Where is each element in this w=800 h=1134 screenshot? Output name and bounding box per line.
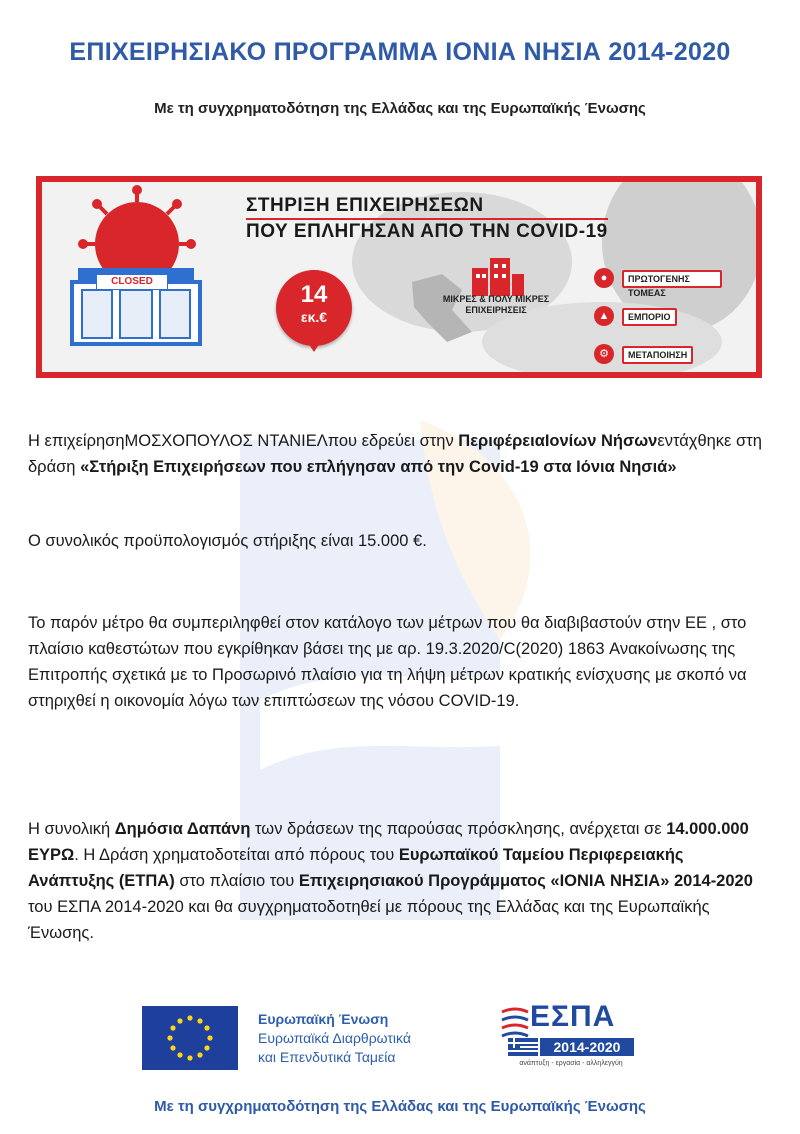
espa-stripes-icon (500, 1006, 530, 1040)
espa-wordmark: ΕΣΠΑ (530, 1000, 616, 1033)
sector-label: ΕΜΠΟΡΙΟ (622, 308, 677, 326)
eu-funds-logo (142, 1006, 452, 1070)
page-title: ΕΠΙΧΕΙΡΗΣΙΑΚΟ ΠΡΟΓΡΑΜΜΑ ΙΟΝΙΑ ΝΗΣΙΑ 2014-2020 (69, 38, 731, 66)
badge-pointer (306, 340, 322, 352)
eu-line3: και Επενδυτικά Ταμεία (258, 1049, 396, 1065)
bottle-icon: ● (594, 268, 614, 288)
banner-heading-line2: ΠΟΥ ΕΠΛΗΓΗΣΑΝ ΑΠΟ ΤΗΝ COVID-19 (246, 221, 608, 242)
text-run: Η επιχείρησηΜΟΣΧΟΠΟΥΛΟΣ ΝΤΑΝΙΕΛπου εδρεύει στην (28, 432, 459, 450)
closed-sign: CLOSED (96, 274, 168, 290)
espa-tagline: ανάπτυξη - εργασία - αλληλεγγύη (519, 1060, 623, 1067)
eu-line1: Ευρωπαϊκή Ένωση (258, 1011, 389, 1027)
region-name: ΠεριφέρειαΙονίων Νήσων (458, 432, 658, 450)
gears-icon: ⚙ (594, 344, 614, 364)
budget-badge (276, 270, 352, 346)
text-run: των δράσεων της παρούσας πρόσκλησης, ανέρχεται σε (250, 820, 667, 838)
footer-cofinancing-subtitle: Με τη συγχρηματοδότηση της Ελλάδας και της Ευρωπαϊκής Ένωσης (154, 1098, 646, 1115)
espa-years: 2014-2020 (540, 1038, 634, 1056)
text-run: εντάχθηκε στη δράση (28, 432, 762, 476)
text-run: στο πλαίσιο του (174, 872, 299, 890)
sector-label: ΠΡΩΤΟΓΕΝΗΣ ΤΟΜΕΑΣ (622, 270, 722, 288)
espa-logo (500, 1000, 634, 1074)
eu-funds-text (258, 1010, 411, 1067)
greek-flag-icon (508, 1038, 538, 1056)
sector-commerce (594, 306, 722, 326)
small-business-label: ΜΙΚΡΕΣ & ΠΟΛΥ ΜΙΚΡΕΣ ΕΠΙΧΕΙΡΗΣΕΙΣ (442, 294, 550, 315)
sector-label: ΜΕΤΑΠΟΙΗΣΗ (622, 346, 693, 364)
text-run: Η συνολική (28, 820, 115, 838)
paragraph-state-aid: Το παρόν μέτρο θα συμπεριληφθεί στον κατάλογο των μέτρων που θα διαβιβαστούν στην ΕΕ , στο πλαίσιο καθεστώτων που εγκρίθηκαν βάσει της με αρ. 19.3.2020/C(2020) 1863 Ανακοίνωσης της Επιτροπής σχετικά με το Προσωρινό πλαίσιο για τη λήψη μέτρων κρατικής ενίσχυσης με σκοπό να στηριχθεί η οικονομία λόγω των επιπτώσεων της νόσου COVID-19. (28, 614, 747, 710)
total-amount: 14.000.000 ΕΥΡΩ (28, 820, 749, 864)
public-expenditure-term: Δημόσια Δαπάνη (114, 820, 251, 838)
paragraph-business-inclusion (28, 428, 770, 480)
cofinancing-subtitle: Με τη συγχρηματοδότηση της Ελλάδας και της Ευρωπαϊκής Ένωσης (154, 100, 646, 117)
text-run: . Η Δράση χρηματοδοτείται από πόρους του (74, 846, 399, 864)
banner-heading-line1: ΣΤΗΡΙΞΗ ΕΠΙΧΕΙΡΗΣΕΩΝ (246, 194, 608, 220)
eu-line2: Ευρωπαϊκά Διαρθρωτικά (258, 1030, 411, 1046)
banner-heading (246, 194, 608, 244)
cart-icon: ▲ (594, 306, 614, 326)
sector-primary (594, 268, 722, 298)
action-name: «Στήριξη Επιχειρήσεων που επλήγησαν από την Covid-19 στα Ιόνια Νησιά» (80, 458, 677, 476)
eu-flag-icon (142, 1006, 238, 1070)
badge-number: 14 (300, 281, 328, 308)
paragraph-public-expenditure (28, 816, 770, 946)
covid-support-banner (36, 176, 762, 378)
programme-name: Επιχειρησιακού Προγράμματος «ΙΟΝΙΑ ΝΗΣΙΑ» 2014-2020 (298, 872, 753, 890)
paragraph-budget: Ο συνολικός προϋπολογισμός στήριξης είναι 15.000 €. (28, 532, 427, 550)
badge-unit: εκ.€ (300, 309, 328, 325)
fund-name: Ευρωπαϊκού Ταμείου Περιφερειακής Ανάπτυξης (ΕΤΠΑ) (28, 846, 684, 890)
sector-processing (594, 344, 722, 364)
text-run: του ΕΣΠΑ 2014-2020 και θα συγχρηματοδοτηθεί με πόρους της Ελλάδας και της Ευρωπαϊκής Ένωσης. (28, 898, 710, 942)
